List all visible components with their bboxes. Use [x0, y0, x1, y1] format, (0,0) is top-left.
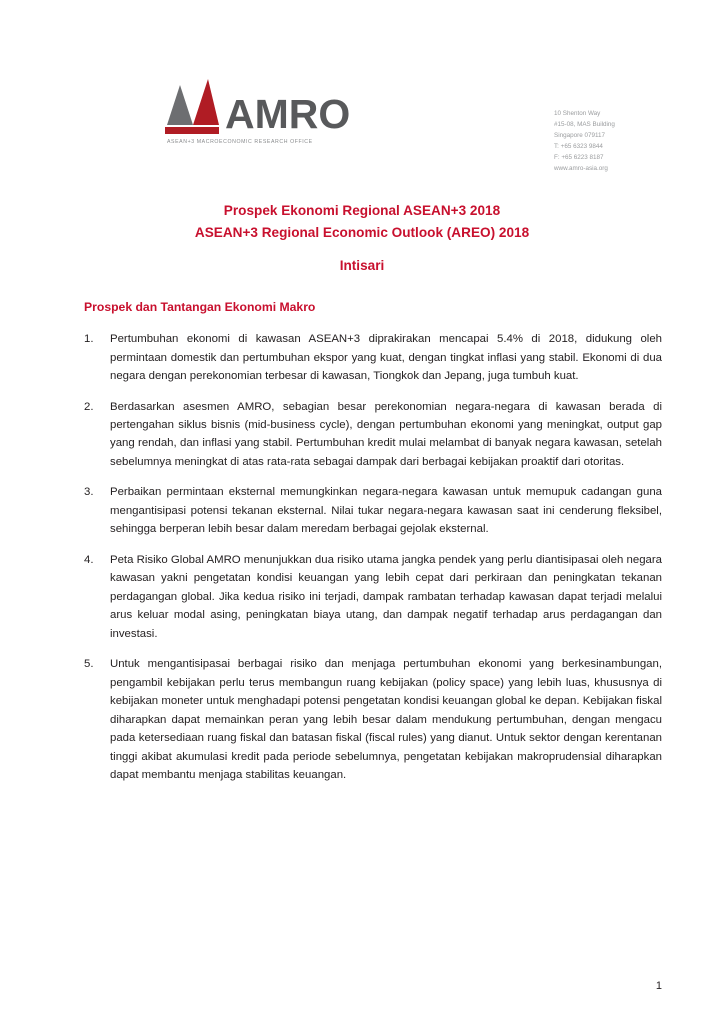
list-item	[84, 483, 662, 538]
address-line: T: +65 6323 9844	[554, 143, 603, 151]
document-subtitle: Intisari	[339, 258, 385, 274]
list-item-text: Berdasarkan asesmen AMRO, sebagian besar perekonomian negara-negara di kawasan berada di pertengahan siklus bisnis (mid-business cycle), dengan pertumbuhan ekonomi yang meningkat, output gap yang rendah, dan inflasi yang stabil. Pertumbuhan kredit mulai melambat di banyak negara kawasan, setelah sebelumnya meningkat di atas rata-rata sebagai dampak dari berbagai kebijakan proaktif dari otoritas.	[110, 400, 662, 468]
logo-wordmark: AMRO	[225, 91, 351, 138]
list-item-number: 4.	[84, 553, 94, 566]
list-item	[84, 398, 662, 472]
list-item-text: Perbaikan permintaan eksternal memungkinkan negara-negara kawasan untuk memupuk cadangan guna mengantisipasi potensi tekanan eksternal. Nilai tukar negara-negara kawasan saat ini cenderung fleksibel, sehingga berperan lebih besar dalam meredam berbagai gejolak eksternal.	[110, 486, 662, 536]
document-title-en: ASEAN+3 Regional Economic Outlook (AREO) 2018	[194, 225, 530, 241]
list-item-text: Peta Risiko Global AMRO menunjukkan dua risiko utama jangka pendek yang perlu diantisipasai oleh negara kawasan yakni pengetatan kondisi keuangan yang lebih cepat dari perkiraan dan peningkatan tekanan perdagangan global. Jika kedua risiko ini terjadi, dampak rambatan terhadap kawasan dapat terjadi melalui arus keluar modal asing, peningkatan biaya utang, dan dampak negatif terhadap arus perdagangan dan investasi.	[110, 553, 662, 640]
list-item-text: Pertumbuhan ekonomi di kawasan ASEAN+3 diprakirakan mencapai 5.4% di 2018, didukung oleh permintaan domestik dan pertumbuhan ekspor yang kuat, dengan tingkat inflasi yang stabil. Ekonomi di dua negara dengan perekonomian terbesar di kawasan, Tiongkok dan Jepang, juga tumbuh kuat.	[110, 333, 662, 383]
title-block	[60, 200, 664, 273]
logo-triangle-gray	[167, 85, 193, 125]
amro-logo	[165, 78, 350, 145]
document-title-id: Prospek Ekonomi Regional ASEAN+3 2018	[223, 203, 501, 219]
address-line: #15-08, MAS Building	[554, 121, 615, 129]
address-line: F: +65 6223 8187	[554, 154, 604, 162]
address-line: 10 Shenton Way	[554, 110, 601, 117]
amro-logo-mark-icon	[165, 78, 219, 134]
list-item	[84, 551, 662, 643]
organization-address	[554, 78, 664, 174]
list-item-number: 3.	[84, 486, 94, 499]
page-number: 1	[655, 980, 662, 992]
list-item	[84, 330, 662, 385]
numbered-list	[60, 330, 664, 784]
address-line: Singapore 079117	[554, 132, 606, 140]
list-item-number: 5.	[84, 658, 94, 671]
section-heading: Prospek dan Tantangan Ekonomi Makro	[84, 300, 316, 315]
document-header	[60, 0, 664, 174]
list-item-number: 2.	[84, 400, 94, 413]
logo-bar	[165, 127, 219, 134]
logo-row	[165, 78, 351, 138]
list-item-text: Untuk mengantisipasai berbagai risiko dan menjaga pertumbuhan ekonomi yang berkesinambungan, pengambil kebijakan perlu terus membangun ruang kebijakan (policy space) yang lebih luas, khususnya di kebijakan moneter untuk menghadapi potensi pengetatan kondisi keuangan global ke depan. Kebijakan fiskal diharapkan dapat memainkan peran yang lebih besar dalam mendukung pertumbuhan, dengan mengacu pada ketersediaan ruang fiskal dan batasan fiskal (fiscal rules) yang dianut. Untuk sektor dengan kerentanan tinggi akibat akumulasi kredit pada periode sebelumnya, pengetatan kebijakan makroprudensial diharapkan dapat membantu menjaga stabilitas keuangan.	[110, 658, 662, 781]
logo-tagline: ASEAN+3 MACROECONOMIC RESEARCH OFFICE	[167, 139, 313, 145]
logo-triangle-red	[193, 79, 219, 125]
list-item	[84, 655, 662, 784]
address-website: www.amro-asia.org	[554, 165, 608, 173]
list-item-number: 1.	[84, 333, 94, 346]
